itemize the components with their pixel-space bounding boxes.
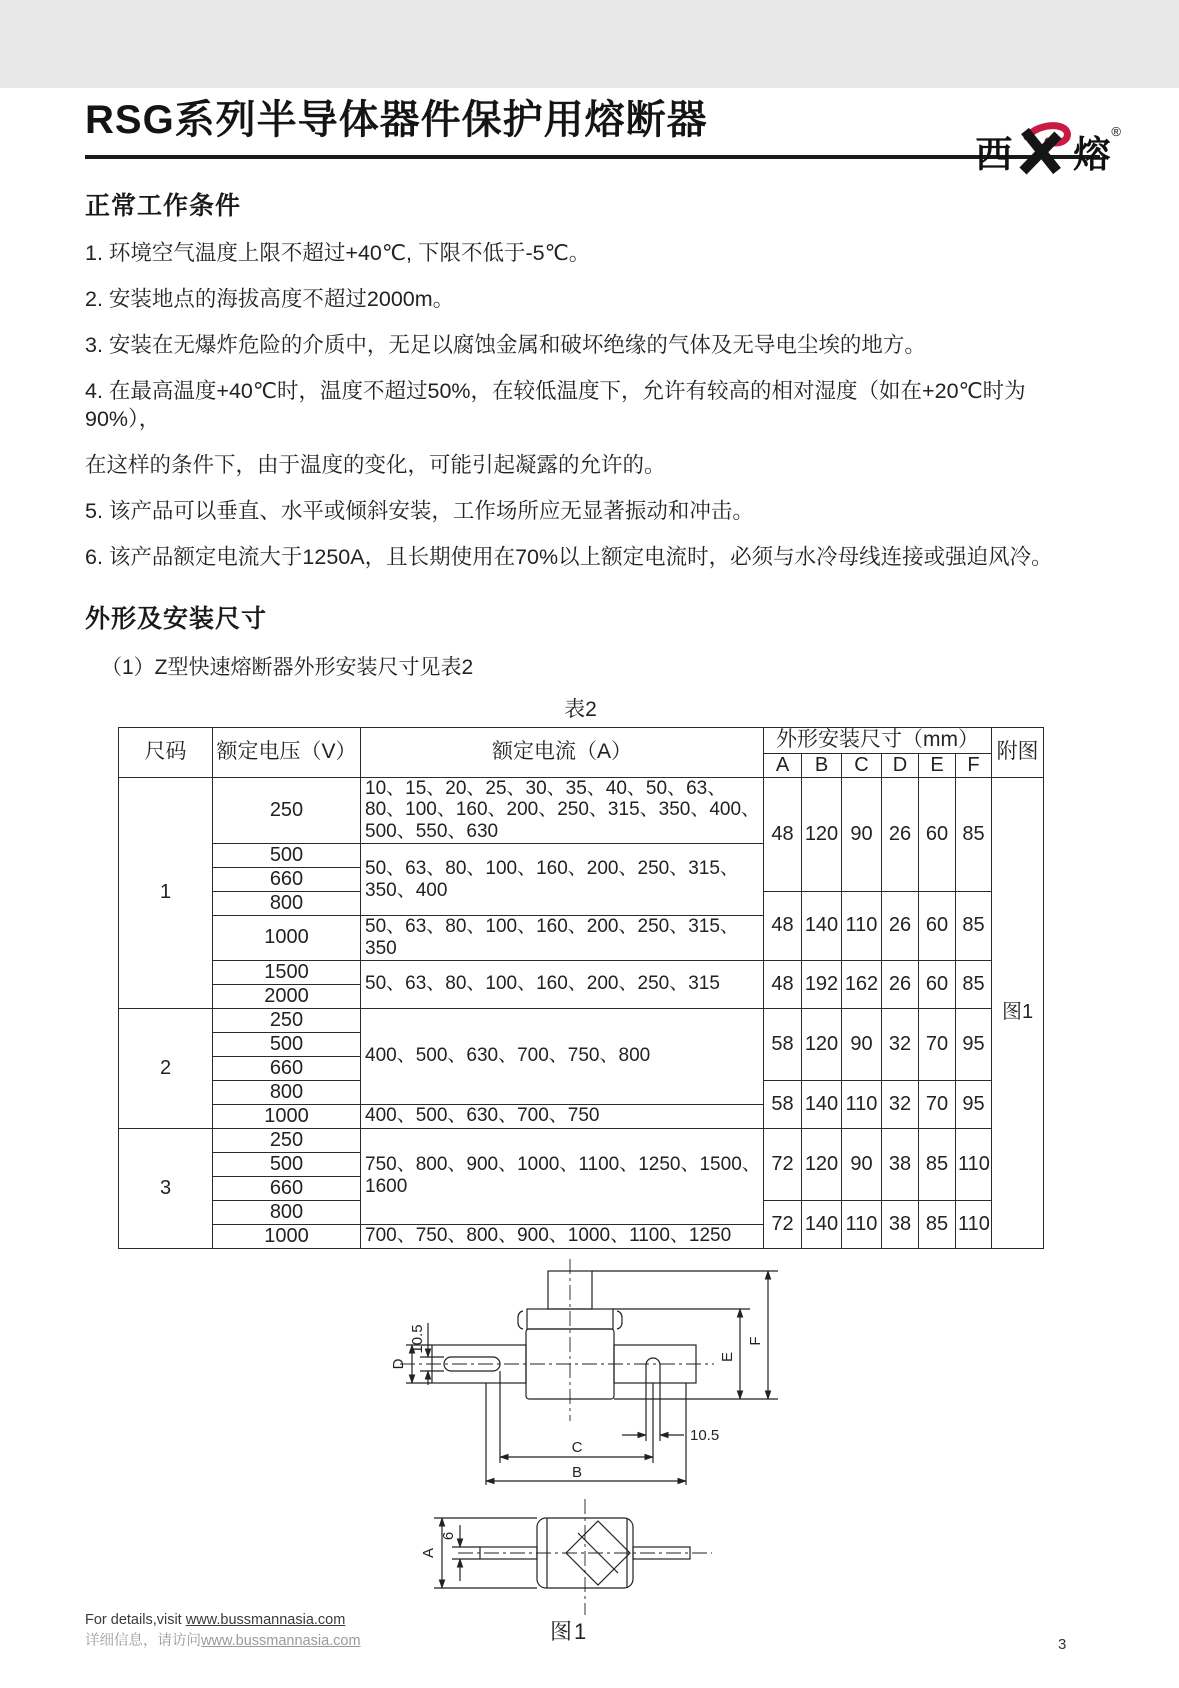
table-row	[119, 960, 1044, 984]
cell-dim-c: 110	[842, 1080, 882, 1128]
header-dim-a: A	[764, 753, 802, 777]
cell-voltage: 660	[213, 1176, 361, 1200]
header-voltage: 额定电压（V）	[213, 727, 361, 777]
header-dims: 外形安装尺寸（mm）	[764, 727, 992, 753]
figure-caption: 图1	[550, 1618, 589, 1644]
cell-voltage: 660	[213, 868, 361, 892]
footer-line-cn	[85, 1631, 361, 1652]
header-dim-d: D	[882, 753, 919, 777]
fuse-front-view	[390, 1259, 778, 1485]
header-figure: 附图	[992, 727, 1044, 777]
cell-dim-d: 26	[882, 777, 919, 892]
cell-size: 1	[119, 777, 213, 1008]
cell-voltage: 250	[213, 777, 361, 844]
cell-voltage: 1000	[213, 1104, 361, 1128]
figure-1	[340, 1253, 920, 1646]
cell-current: 50、63、80、100、160、200、250、315	[361, 960, 764, 1008]
cell-dim-f: 110	[956, 1200, 992, 1248]
logo-x-swoosh-icon	[1015, 122, 1071, 179]
fuse-side-view	[420, 1499, 712, 1615]
logo-char-left: 西	[975, 133, 1014, 175]
cell-voltage: 250	[213, 1128, 361, 1152]
dim-label-slot-left: 10.5	[409, 1324, 426, 1354]
dimension-table	[118, 727, 1044, 1249]
header-current: 额定电流（A）	[361, 727, 764, 777]
header-dim-c: C	[842, 753, 882, 777]
cell-dim-c: 90	[842, 777, 882, 892]
cell-dim-d: 26	[882, 960, 919, 1008]
cell-dim-a: 48	[764, 892, 802, 961]
dimensions-heading: 外形及安装尺寸	[85, 604, 268, 633]
cell-current: 750、800、900、1000、1100、1250、1500、1600	[361, 1128, 764, 1224]
cell-voltage: 250	[213, 1008, 361, 1032]
cell-dim-b: 120	[802, 1128, 842, 1200]
footer-text-cn: 详细信息，请访问	[85, 1633, 201, 1650]
cell-dim-f: 95	[956, 1008, 992, 1080]
cell-size: 2	[119, 1008, 213, 1128]
page-number: 3	[1058, 1636, 1067, 1653]
cell-current: 700、750、800、900、1000、1100、1250	[361, 1224, 764, 1248]
cell-dim-f: 85	[956, 892, 992, 961]
condition-item-2: 2. 安装地点的海拔高度不超过2000m。	[85, 286, 455, 311]
dim-label-c: C	[571, 1438, 583, 1456]
table-row	[119, 777, 1044, 844]
cell-voltage: 1500	[213, 960, 361, 984]
cell-voltage: 1000	[213, 1224, 361, 1248]
dimensions-note: （1）Z型快速熔断器外形安装尺寸见表2	[101, 655, 474, 679]
cell-dim-b: 140	[802, 892, 842, 961]
condition-item-5: 5. 该产品可以垂直、水平或倾斜安装，工作场所应无显著振动和冲击。	[85, 498, 754, 523]
dim-label-e: E	[719, 1351, 736, 1362]
cell-current: 10、15、20、25、30、35、40、50、63、80、100、160、200、250、315、350、400、500、550、630	[361, 777, 764, 844]
page-footer	[85, 1610, 361, 1652]
cell-dim-a: 48	[764, 777, 802, 892]
footer-line-en	[85, 1610, 361, 1631]
cell-dim-d: 38	[882, 1128, 919, 1200]
cell-dim-b: 192	[802, 960, 842, 1008]
cell-voltage: 1000	[213, 916, 361, 961]
logo-char-right: 熔	[1073, 133, 1112, 175]
cell-dim-c: 90	[842, 1128, 882, 1200]
cell-current: 400、500、630、700、750、800	[361, 1008, 764, 1104]
cell-voltage: 800	[213, 892, 361, 916]
page-title: RSG系列半导体器件保护用熔断器	[85, 98, 708, 142]
cell-dim-f: 110	[956, 1128, 992, 1200]
cell-dim-f: 85	[956, 777, 992, 892]
figure-1-drawing	[340, 1253, 920, 1619]
cell-dim-e: 70	[919, 1080, 956, 1128]
header-size: 尺码	[119, 727, 213, 777]
cell-dim-c: 110	[842, 892, 882, 961]
condition-item-6: 6. 该产品额定电流大于1250A，且长期使用在70%以上额定电流时，必须与水冷母线连接或强迫风冷。	[85, 544, 1053, 569]
cell-dim-b: 140	[802, 1200, 842, 1248]
cell-dim-c: 90	[842, 1008, 882, 1080]
dim-label-slot-right: 10.5	[690, 1426, 720, 1444]
cell-dim-e: 70	[919, 1008, 956, 1080]
cell-current: 50、63、80、100、160、200、250、315、350	[361, 916, 764, 961]
dim-label-six: 6	[440, 1531, 457, 1540]
table-caption: 表2	[564, 697, 597, 721]
condition-item-4-cont: 在这样的条件下，由于温度的变化，可能引起凝露的允许的。	[85, 452, 666, 477]
header-dim-f: F	[956, 753, 992, 777]
dim-label-b: B	[571, 1463, 583, 1481]
cell-dim-b: 120	[802, 1008, 842, 1080]
working-conditions-heading: 正常工作条件	[85, 192, 242, 220]
document-page	[0, 88, 1179, 1688]
cell-dim-a: 72	[764, 1200, 802, 1248]
cell-dim-a: 72	[764, 1128, 802, 1200]
cell-dim-b: 120	[802, 777, 842, 892]
cell-current: 50、63、80、100、160、200、250、315、350、400	[361, 844, 764, 916]
cell-dim-d: 26	[882, 892, 919, 961]
title-rule	[85, 155, 1100, 159]
cell-dim-e: 85	[919, 1128, 956, 1200]
dim-label-f: F	[747, 1336, 764, 1346]
cell-dim-e: 85	[919, 1200, 956, 1248]
cell-dim-e: 60	[919, 960, 956, 1008]
cell-dim-a: 58	[764, 1008, 802, 1080]
dim-label-a: A	[420, 1547, 437, 1558]
condition-item-1: 1. 环境空气温度上限不超过+40℃, 下限不低于-5℃。	[85, 241, 591, 265]
cell-dim-d: 38	[882, 1200, 919, 1248]
cell-dim-d: 32	[882, 1080, 919, 1128]
cell-dim-e: 60	[919, 777, 956, 892]
cell-size: 3	[119, 1128, 213, 1248]
cell-dim-c: 110	[842, 1200, 882, 1248]
cell-figure-ref: 图1	[992, 777, 1044, 1248]
cell-dim-a: 48	[764, 960, 802, 1008]
cell-dim-d: 32	[882, 1008, 919, 1080]
condition-item-3: 3. 安装在无爆炸危险的介质中，无足以腐蚀金属和破坏绝缘的气体及无导电尘埃的地方。	[85, 332, 926, 357]
cell-current: 400、500、630、700、750	[361, 1104, 764, 1128]
cell-voltage: 800	[213, 1080, 361, 1104]
condition-item-4: 4. 在最高温度+40℃时，温度不超过50%，在较低温度下，允许有较高的相对湿度（如在+20℃时为90%），	[85, 378, 1026, 431]
cell-voltage: 800	[213, 1200, 361, 1224]
cell-dim-b: 140	[802, 1080, 842, 1128]
cell-dim-f: 85	[956, 960, 992, 1008]
cell-voltage: 2000	[213, 984, 361, 1008]
cell-voltage: 660	[213, 1056, 361, 1080]
cell-dim-e: 60	[919, 892, 956, 961]
cell-voltage: 500	[213, 1152, 361, 1176]
footer-link-en[interactable]: www.bussmannasia.com	[185, 1612, 346, 1628]
table-row	[119, 1128, 1044, 1152]
dim-label-d: D	[390, 1358, 407, 1370]
table-row	[119, 1008, 1044, 1032]
cell-voltage: 500	[213, 844, 361, 868]
header-dim-e: E	[919, 753, 956, 777]
cell-dim-c: 162	[842, 960, 882, 1008]
cell-dim-a: 58	[764, 1080, 802, 1128]
registered-mark: ®	[1111, 124, 1121, 139]
header-dim-b: B	[802, 753, 842, 777]
footer-link-cn[interactable]: www.bussmannasia.com	[201, 1633, 361, 1650]
cell-voltage: 500	[213, 1032, 361, 1056]
cell-dim-f: 95	[956, 1080, 992, 1128]
footer-text-en: For details,visit	[85, 1612, 186, 1628]
brand-logo	[975, 122, 1121, 179]
